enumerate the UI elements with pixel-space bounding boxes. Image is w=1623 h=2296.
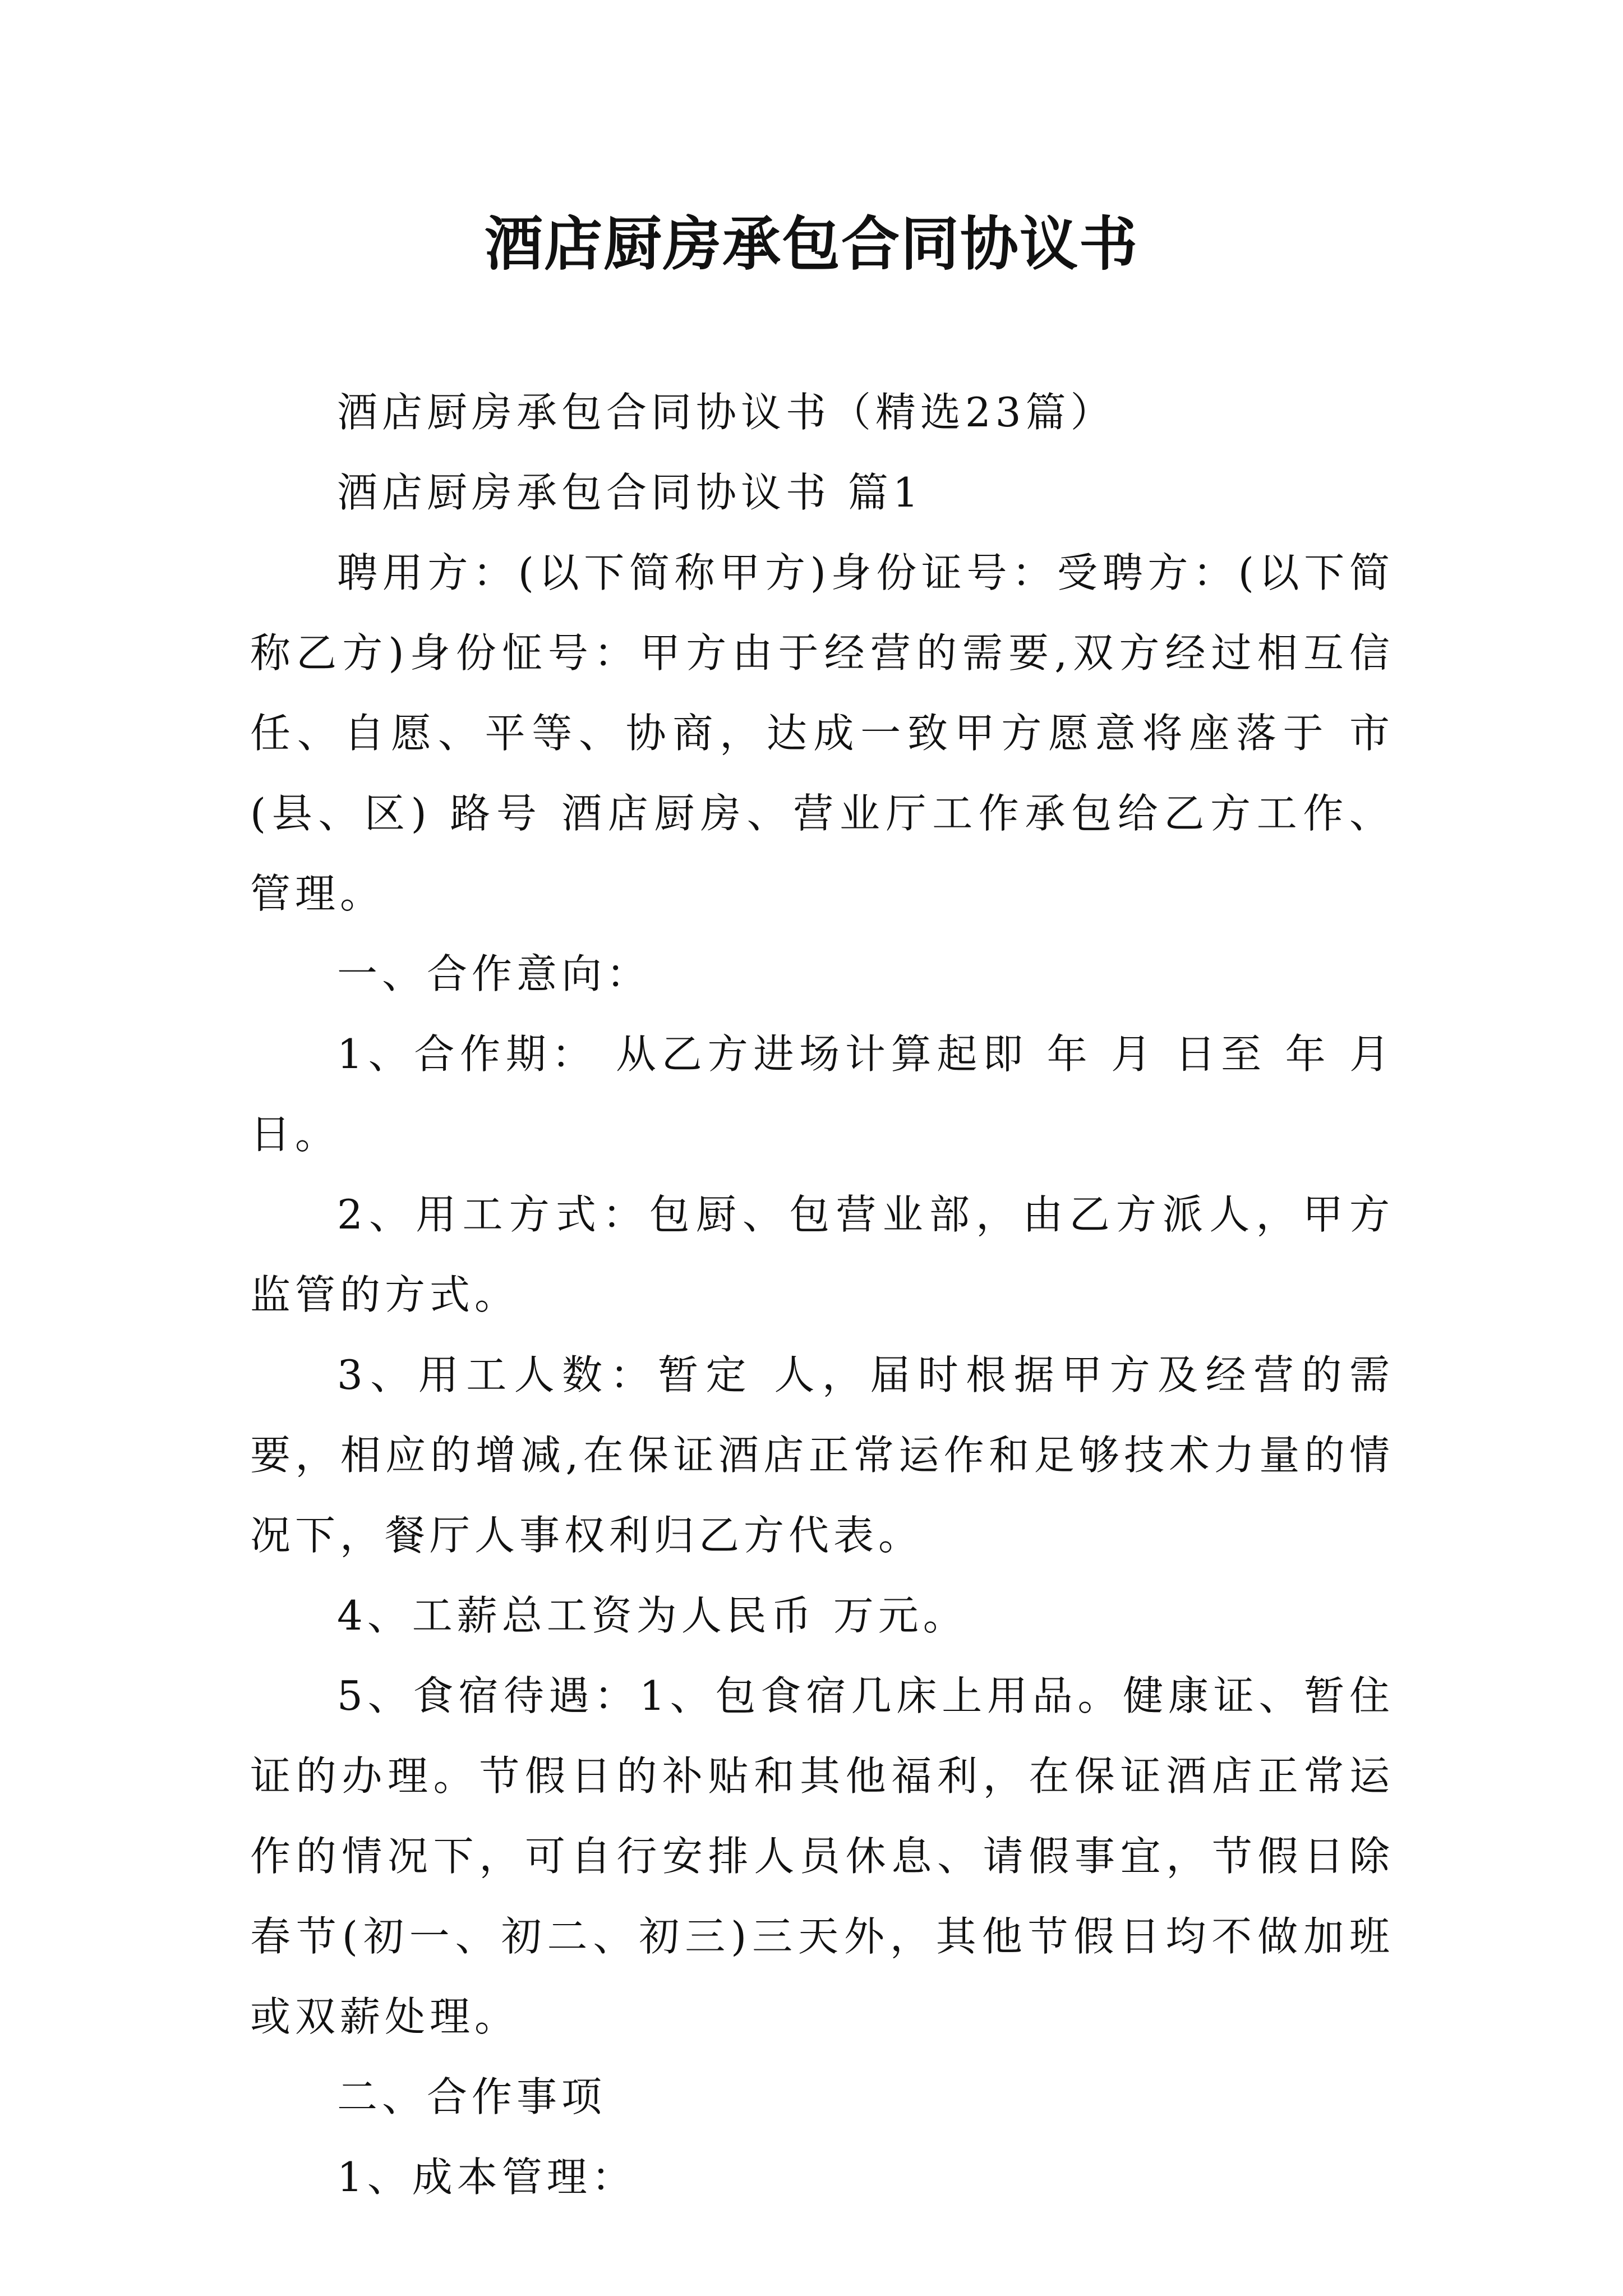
paragraph-accommodation: 5、食宿待遇：1、包食宿几床上用品。健康证、暂住证的办理。节假日的补贴和其他福利，在保证酒店正常运作的情况下，可自行安排人员休息、请假事宜，节假日除春节(初一、初二、初三)三天外，其他节假日均不做加班或双薪处理。 bbox=[250, 1672, 1394, 2040]
paragraph-subtitle: 酒店厨房承包合同协议书（精选23篇） bbox=[337, 389, 1115, 436]
paragraph-section-heading: 酒店厨房承包合同协议书 篇1 bbox=[337, 469, 923, 516]
document-title: 酒店厨房承包合同协议书 bbox=[484, 209, 1138, 278]
paragraph-parties: 聘用方：(以下简称甲方)身份证号：受聘方：(以下简称乙方)身份怔号：甲方由于经营的需要,双方经过相互信任、自愿、平等、协商，达成一致甲方愿意将座落于 市(县、区) 路号 酒店厨房、营业厅工作承包给乙方工作、管理。 bbox=[250, 549, 1394, 917]
paragraph-cooperation-period: 1、合作期： 从乙方进场计算起即 年 月 日至 年 月 日。 bbox=[250, 1030, 1394, 1158]
paragraph-staff-count: 3、用工人数：暂定 人，届时根据甲方及经营的需要，相应的增减,在保证酒店正常运作和足够技术力量的情况下，餐厅人事权利归乙方代表。 bbox=[250, 1351, 1394, 1559]
paragraph-heading-cooperation-intent: 一、合作意向： bbox=[337, 950, 652, 997]
paragraph-total-salary: 4、工薪总工资为人民币 万元。 bbox=[337, 1592, 968, 1639]
paragraph-heading-cooperation-matters: 二、合作事项 bbox=[337, 2073, 607, 2120]
document-body bbox=[250, 372, 1394, 2217]
paragraph-employment-method: 2、用工方式：包厨、包营业部，由乙方派人，甲方监管的方式。 bbox=[250, 1191, 1394, 1318]
paragraph-cost-management: 1、成本管理： bbox=[337, 2154, 637, 2201]
